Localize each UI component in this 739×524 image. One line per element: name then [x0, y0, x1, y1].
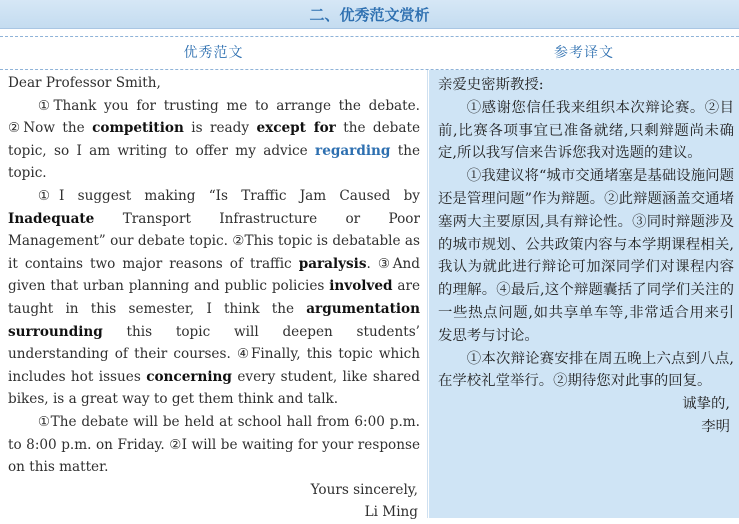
keyword-highlight: Inadequate	[8, 210, 95, 227]
keyword-highlight: argumentation surrounding	[8, 300, 420, 340]
keyword-highlight: regarding	[315, 142, 391, 159]
english-paragraph-2: ①I suggest making “Is Traffic Jam Caused by Inadequate Transport Infrastructure or Poor Management” our debate topic. ②This topic is debatable as it contains two major reasons of traffic paralysis. ③And given that urban planning and public policies involved are taught in this semester, I think the argumentation surrounding this topic will deepen students’ understanding of their courses. ④Finally, this topic which includes hot issues concerning every student, like shared bikes, is a great way to get them think and talk.	[8, 187, 420, 408]
english-closing: Yours sincerely,	[310, 481, 418, 498]
chinese-paragraph-1: ①感谢您信任我来组织本次辩论赛。②目前,比赛各项事宜已准备就绪,只剩辩题尚未确定,所以我写信来告诉您我对选题的建议。	[438, 99, 734, 162]
keyword-highlight: competition	[92, 120, 184, 137]
top-divider	[0, 36, 739, 37]
english-paragraph-3: ①The debate will be held at school hall from 6:00 p.m. to 8:00 p.m. on Friday. ②I will be waiting for your response on this matter.	[8, 413, 420, 476]
keyword-highlight: involved	[329, 278, 393, 295]
english-essay	[8, 72, 420, 524]
keyword-highlight: except for	[256, 120, 336, 137]
keyword-highlight: paralysis	[298, 255, 367, 272]
english-salutation: Dear Professor Smith,	[8, 75, 161, 91]
chinese-paragraph-3: ①本次辩论赛安排在周五晚上六点到八点,在学校礼堂举行。②期待您对此事的回复。	[438, 350, 734, 390]
keyword-highlight: concerning	[146, 368, 232, 385]
right-column-heading: 参考译文	[554, 45, 614, 61]
chinese-paragraph-2: ①我建议将“城市交通堵塞是基础设施问题还是管理问题”作为辩题。②此辩题涵盖交通堵塞两大主要原因,具有辩论性。③同时辩题涉及的城市规划、公共政策内容与本学期课程相关,我认为就此进行辩论可加深同学们对课程内容的理解。④最后,这个辩题囊括了同学们关注的一些热点问题,如共享单车等,非常适合用来引发思考与讨论。	[438, 168, 734, 344]
section-banner	[0, 0, 739, 29]
chinese-closing: 诚挚的,	[682, 396, 730, 413]
left-column-heading: 优秀范文	[183, 45, 244, 61]
chinese-translation-panel	[429, 70, 739, 518]
english-signature: Li Ming	[364, 504, 418, 521]
chinese-salutation: 亲爱史密斯教授:	[438, 77, 544, 93]
column-divider	[427, 70, 428, 518]
chinese-signature: 李明	[701, 418, 730, 435]
english-paragraph-1: ①Thank you for trusting me to arrange the debate. ②Now the competition is ready except for the debate topic, so I am writing to offer my advice regarding the topic.	[8, 97, 420, 182]
section-title: 二、优秀范文赏析	[309, 6, 430, 24]
